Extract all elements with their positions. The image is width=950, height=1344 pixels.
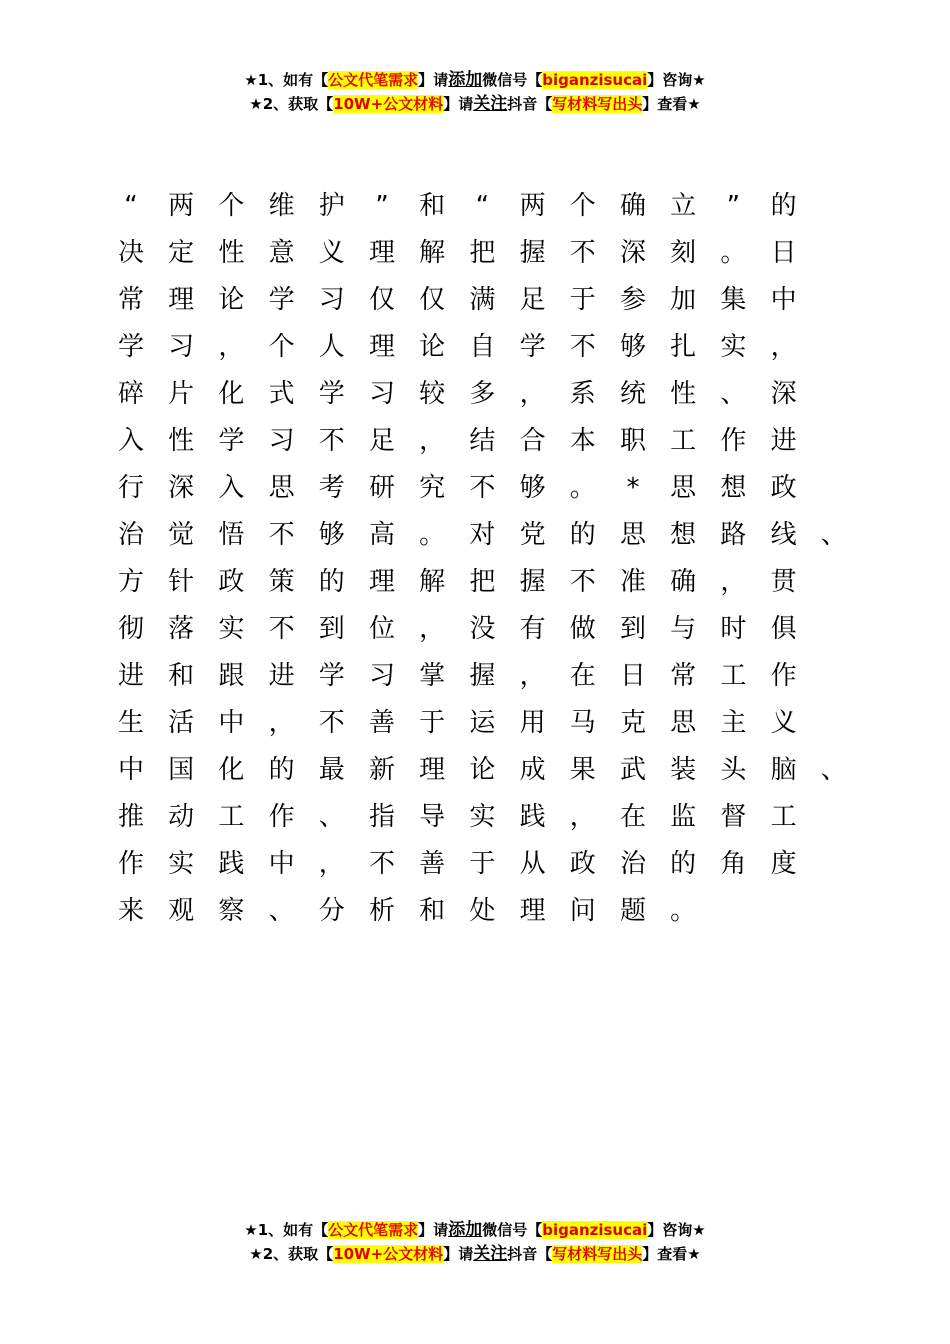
- body-glyph: 习: [168, 332, 195, 362]
- body-glyph: 、: [820, 755, 847, 785]
- body-glyph: 进: [268, 661, 295, 691]
- body-glyph: 新: [368, 755, 395, 785]
- body-glyph: 跟: [218, 661, 245, 691]
- body-glyph: 足: [519, 285, 546, 315]
- body-glyph: 日: [770, 238, 797, 268]
- footer-line-2-suffix: 】查看★: [642, 1245, 701, 1263]
- body-line: [118, 750, 918, 797]
- footer-line-1-mid: 】请: [418, 1221, 449, 1239]
- body-glyph: 自: [469, 332, 496, 362]
- body-glyph: 马: [569, 708, 596, 738]
- body-glyph: 仅: [419, 285, 446, 315]
- body-glyph: 和: [419, 896, 446, 926]
- footer-line-1: [0, 1218, 950, 1242]
- body-glyph: 扎: [670, 332, 697, 362]
- body-glyph: 仅: [368, 285, 395, 315]
- footer-line-2-mid: 】请: [443, 1245, 474, 1263]
- body-glyph: 够: [619, 332, 646, 362]
- header-underlined-follow: 关注: [473, 94, 508, 114]
- body-glyph: 刻: [670, 238, 697, 268]
- header-douyin-account: 写材料写出头: [552, 95, 643, 113]
- body-glyph: 彻: [117, 614, 144, 644]
- body-glyph: 进: [117, 661, 144, 691]
- body-glyph: 到: [619, 614, 646, 644]
- body-glyph: 于: [569, 285, 596, 315]
- body-glyph: 高: [368, 520, 395, 550]
- body-glyph: 学: [218, 426, 245, 456]
- body-glyph: 理: [368, 567, 395, 597]
- body-glyph: 两: [168, 191, 195, 221]
- body-glyph: 研: [368, 473, 395, 503]
- body-glyph: 生: [117, 708, 144, 738]
- body-glyph: 针: [168, 567, 195, 597]
- body-glyph: 工: [670, 426, 697, 456]
- body-glyph: 性: [670, 379, 697, 409]
- body-glyph: 维: [268, 191, 295, 221]
- body-glyph: 论: [218, 285, 245, 315]
- body-glyph: 题: [619, 896, 646, 926]
- body-glyph: 义: [770, 708, 797, 738]
- body-line: [118, 327, 918, 374]
- footer-line-1-wechat-label: 微信号【: [482, 1221, 543, 1239]
- body-glyph: 没: [469, 614, 496, 644]
- body-glyph: 位: [368, 614, 395, 644]
- body-line: [118, 656, 918, 703]
- body-glyph: 性: [218, 238, 245, 268]
- body-glyph: 学: [318, 661, 345, 691]
- footer-underlined-follow: 关注: [473, 1244, 508, 1264]
- body-glyph: 工: [218, 802, 245, 832]
- body-glyph: ，: [770, 332, 797, 362]
- body-glyph: 习: [268, 426, 295, 456]
- body-glyph: ”: [726, 191, 741, 221]
- body-glyph: 觉: [168, 520, 195, 550]
- body-glyph: 学: [117, 332, 144, 362]
- body-line: [118, 891, 918, 938]
- header-line-2-suffix: 】查看★: [642, 95, 701, 113]
- body-glyph: 主: [720, 708, 747, 738]
- body-glyph: 践: [218, 849, 245, 879]
- body-glyph: ，: [268, 708, 295, 738]
- body-glyph: 政: [218, 567, 245, 597]
- body-glyph: 决: [117, 238, 144, 268]
- footer-douyin-account: 写材料写出头: [552, 1245, 643, 1263]
- footer-line-2-douyin-label: 抖音【: [507, 1245, 553, 1263]
- body-glyph: 常: [117, 285, 144, 315]
- body-glyph: 推: [117, 802, 144, 832]
- body-glyph: 用: [519, 708, 546, 738]
- body-glyph: 片: [168, 379, 195, 409]
- body-glyph: 实: [168, 849, 195, 879]
- footer-underlined-add: 添加: [448, 1220, 483, 1240]
- body-glyph: 确: [670, 567, 697, 597]
- body-glyph: 来: [117, 896, 144, 926]
- body-glyph: 结: [469, 426, 496, 456]
- body-glyph: 两: [519, 191, 546, 221]
- body-glyph: 准: [619, 567, 646, 597]
- body-glyph: 确: [619, 191, 646, 221]
- body-glyph: 把: [469, 238, 496, 268]
- body-glyph: 路: [720, 520, 747, 550]
- body-glyph: 深: [619, 238, 646, 268]
- body-glyph: 不: [268, 520, 295, 550]
- body-glyph: 最: [318, 755, 345, 785]
- body-glyph: 化: [218, 755, 245, 785]
- body-glyph: 化: [218, 379, 245, 409]
- body-glyph: 中: [268, 849, 295, 879]
- header-banner: [0, 68, 950, 116]
- footer-highlight-service: 公文代笔需求: [328, 1221, 419, 1239]
- body-glyph: 思: [670, 708, 697, 738]
- body-glyph: 式: [268, 379, 295, 409]
- body-glyph: 作: [117, 849, 144, 879]
- header-line-1-prefix: ★1、如有【: [244, 71, 329, 89]
- body-line: [118, 515, 918, 562]
- body-glyph: ，: [318, 849, 345, 879]
- body-glyph: 。: [569, 473, 596, 503]
- body-glyph: 治: [117, 520, 144, 550]
- body-glyph: 武: [619, 755, 646, 785]
- body-glyph: 俱: [770, 614, 797, 644]
- body-glyph: 满: [469, 285, 496, 315]
- body-glyph: 线: [770, 520, 797, 550]
- body-glyph: 够: [519, 473, 546, 503]
- body-glyph: ，: [419, 426, 446, 456]
- header-highlight-materials: 10W+公文材料: [333, 95, 444, 113]
- body-glyph: 有: [519, 614, 546, 644]
- body-glyph: 论: [469, 755, 496, 785]
- body-glyph: 时: [720, 614, 747, 644]
- footer-line-1-suffix: 】咨询★: [647, 1221, 706, 1239]
- body-glyph: 的: [770, 191, 797, 221]
- footer-line-2-prefix: ★2、获取【: [249, 1245, 334, 1263]
- body-glyph: 性: [168, 426, 195, 456]
- body-glyph: 究: [419, 473, 446, 503]
- body-glyph: 深: [168, 473, 195, 503]
- body-glyph: 中: [770, 285, 797, 315]
- body-glyph: 理: [368, 238, 395, 268]
- body-glyph: 实: [469, 802, 496, 832]
- body-glyph: 的: [268, 755, 295, 785]
- footer-line-1-prefix: ★1、如有【: [244, 1221, 329, 1239]
- body-glyph: 落: [168, 614, 195, 644]
- body-glyph: 解: [419, 238, 446, 268]
- body-glyph: 习: [318, 285, 345, 315]
- header-wechat-id: biganzisucai: [542, 71, 648, 89]
- body-line: [118, 468, 918, 515]
- body-glyph: 思: [619, 520, 646, 550]
- body-glyph: 进: [770, 426, 797, 456]
- footer-highlight-materials: 10W+公文材料: [333, 1245, 444, 1263]
- body-glyph: 集: [720, 285, 747, 315]
- body-glyph: 在: [619, 802, 646, 832]
- body-glyph: 理: [519, 896, 546, 926]
- body-line: [118, 421, 918, 468]
- body-glyph: 加: [670, 285, 697, 315]
- footer-line-2: [0, 1242, 950, 1266]
- body-glyph: 理: [368, 332, 395, 362]
- body-glyph: 考: [318, 473, 345, 503]
- body-glyph: 合: [519, 426, 546, 456]
- body-glyph: 思: [670, 473, 697, 503]
- body-glyph: 在: [569, 661, 596, 691]
- body-line: [118, 844, 918, 891]
- header-line-2: [0, 92, 950, 116]
- body-glyph: 的: [569, 520, 596, 550]
- body-glyph: 护: [318, 191, 345, 221]
- body-glyph: “: [124, 191, 138, 221]
- header-underlined-add: 添加: [448, 70, 483, 90]
- body-glyph: 思: [268, 473, 295, 503]
- body-glyph: 策: [268, 567, 295, 597]
- body-glyph: 督: [720, 802, 747, 832]
- body-line: [118, 186, 918, 233]
- body-glyph: ”: [375, 191, 389, 221]
- body-glyph: 装: [670, 755, 697, 785]
- body-glyph: 不: [268, 614, 295, 644]
- body-glyph: 从: [519, 849, 546, 879]
- body-glyph: 参: [619, 285, 646, 315]
- body-glyph: 工: [720, 661, 747, 691]
- body-glyph: 、: [720, 379, 747, 409]
- body-glyph: 做: [569, 614, 596, 644]
- body-glyph: 不: [368, 849, 395, 879]
- body-glyph: 不: [318, 708, 345, 738]
- body-glyph: 想: [670, 520, 697, 550]
- header-highlight-service: 公文代笔需求: [328, 71, 419, 89]
- body-glyph: 于: [469, 849, 496, 879]
- body-glyph: 的: [318, 567, 345, 597]
- body-glyph: 理: [419, 755, 446, 785]
- body-glyph: 入: [117, 426, 144, 456]
- body-glyph: 角: [720, 849, 747, 879]
- body-glyph: 多: [469, 379, 496, 409]
- body-glyph: 分: [318, 896, 345, 926]
- body-line: [118, 703, 918, 750]
- body-glyph: 较: [419, 379, 446, 409]
- body-glyph: 握: [519, 238, 546, 268]
- body-glyph: 深: [770, 379, 797, 409]
- body-glyph: 习: [368, 661, 395, 691]
- body-glyph: 处: [469, 896, 496, 926]
- body-line: [118, 609, 918, 656]
- body-glyph: 悟: [218, 520, 245, 550]
- body-glyph: 党: [519, 520, 546, 550]
- body-glyph: 碎: [117, 379, 144, 409]
- body-glyph: ，: [519, 379, 546, 409]
- body-glyph: 不: [569, 238, 596, 268]
- body-line: [118, 280, 918, 327]
- body-glyph: 握: [469, 661, 496, 691]
- body-glyph: 统: [619, 379, 646, 409]
- footer-banner: [0, 1218, 950, 1266]
- body-glyph: *: [626, 473, 640, 503]
- body-glyph: 析: [368, 896, 395, 926]
- body-line: [118, 797, 918, 844]
- body-glyph: 实: [720, 332, 747, 362]
- body-glyph: 立: [670, 191, 697, 221]
- body-glyph: 问: [569, 896, 596, 926]
- body-glyph: 作: [268, 802, 295, 832]
- body-glyph: 工: [770, 802, 797, 832]
- body-glyph: 克: [619, 708, 646, 738]
- body-glyph: 常: [670, 661, 697, 691]
- body-glyph: 习: [368, 379, 395, 409]
- body-glyph: ，: [419, 614, 446, 644]
- body-glyph: 指: [368, 802, 395, 832]
- body-glyph: 掌: [419, 661, 446, 691]
- body-glyph: 活: [168, 708, 195, 738]
- body-glyph: 善: [368, 708, 395, 738]
- body-glyph: 定: [168, 238, 195, 268]
- body-glyph: 头: [720, 755, 747, 785]
- body-glyph: 度: [770, 849, 797, 879]
- header-line-1-suffix: 】咨询★: [647, 71, 706, 89]
- body-glyph: 把: [469, 567, 496, 597]
- body-glyph: 入: [218, 473, 245, 503]
- body-glyph: 不: [569, 567, 596, 597]
- body-glyph: 动: [168, 802, 195, 832]
- body-glyph: 运: [469, 708, 496, 738]
- body-glyph: 对: [469, 520, 496, 550]
- header-line-2-douyin-label: 抖音【: [507, 95, 553, 113]
- body-glyph: 学: [268, 285, 295, 315]
- header-line-2-mid: 】请: [443, 95, 474, 113]
- body-glyph: 握: [519, 567, 546, 597]
- body-glyph: 。: [720, 238, 747, 268]
- body-glyph: 足: [368, 426, 395, 456]
- body-glyph: 到: [318, 614, 345, 644]
- body-glyph: 学: [519, 332, 546, 362]
- body-glyph: 个: [268, 332, 295, 362]
- body-glyph: 人: [318, 332, 345, 362]
- body-glyph: 个: [569, 191, 596, 221]
- body-glyph: 义: [318, 238, 345, 268]
- body-glyph: 实: [218, 614, 245, 644]
- body-glyph: 意: [268, 238, 295, 268]
- body-glyph: 的: [670, 849, 697, 879]
- header-line-2-prefix: ★2、获取【: [249, 95, 334, 113]
- body-glyph: 不: [318, 426, 345, 456]
- body-glyph: 察: [218, 896, 245, 926]
- body-glyph: 方: [117, 567, 144, 597]
- body-glyph: 果: [569, 755, 596, 785]
- body-line: [118, 233, 918, 280]
- body-glyph: 职: [619, 426, 646, 456]
- body-glyph: 、: [268, 896, 295, 926]
- body-glyph: 中: [218, 708, 245, 738]
- body-glyph: 脑: [770, 755, 797, 785]
- body-glyph: 与: [670, 614, 697, 644]
- footer-wechat-id: biganzisucai: [542, 1221, 648, 1239]
- body-glyph: 善: [419, 849, 446, 879]
- body-glyph: 中: [117, 755, 144, 785]
- body-glyph: 治: [619, 849, 646, 879]
- body-glyph: 论: [419, 332, 446, 362]
- body-glyph: 解: [419, 567, 446, 597]
- header-line-1-wechat-label: 微信号【: [482, 71, 543, 89]
- body-glyph: 、: [318, 802, 345, 832]
- header-line-1-mid: 】请: [418, 71, 449, 89]
- header-line-1: [0, 68, 950, 92]
- body-glyph: 践: [519, 802, 546, 832]
- body-glyph: 作: [770, 661, 797, 691]
- body-glyph: ，: [218, 332, 245, 362]
- body-glyph: 和: [168, 661, 195, 691]
- body-glyph: 。: [419, 520, 446, 550]
- body-glyph: 。: [670, 896, 697, 926]
- body-glyph: “: [475, 191, 490, 221]
- body-glyph: 作: [720, 426, 747, 456]
- body-glyph: 和: [419, 191, 446, 221]
- body-glyph: 政: [770, 473, 797, 503]
- body-glyph: 贯: [770, 567, 797, 597]
- body-glyph: 不: [569, 332, 596, 362]
- body-glyph: 够: [318, 520, 345, 550]
- body-glyph: 成: [519, 755, 546, 785]
- body-glyph: 国: [168, 755, 195, 785]
- body-line: [118, 374, 918, 421]
- body-glyph: 个: [218, 191, 245, 221]
- body-glyph: 本: [569, 426, 596, 456]
- body-glyph: 系: [569, 379, 596, 409]
- body-glyph: ，: [720, 567, 747, 597]
- body-glyph: 行: [117, 473, 144, 503]
- body-glyph: 政: [569, 849, 596, 879]
- body-glyph: 监: [670, 802, 697, 832]
- body-glyph: 想: [720, 473, 747, 503]
- body-glyph: 学: [318, 379, 345, 409]
- body-glyph: ，: [519, 661, 546, 691]
- body-glyph: 理: [168, 285, 195, 315]
- body-glyph: 观: [168, 896, 195, 926]
- body-glyph: 日: [619, 661, 646, 691]
- body-glyph: 于: [419, 708, 446, 738]
- body-glyph: 、: [820, 520, 847, 550]
- body-glyph: 不: [469, 473, 496, 503]
- body-glyph: ，: [569, 802, 596, 832]
- body-glyph: 导: [419, 802, 446, 832]
- body-line: [118, 562, 918, 609]
